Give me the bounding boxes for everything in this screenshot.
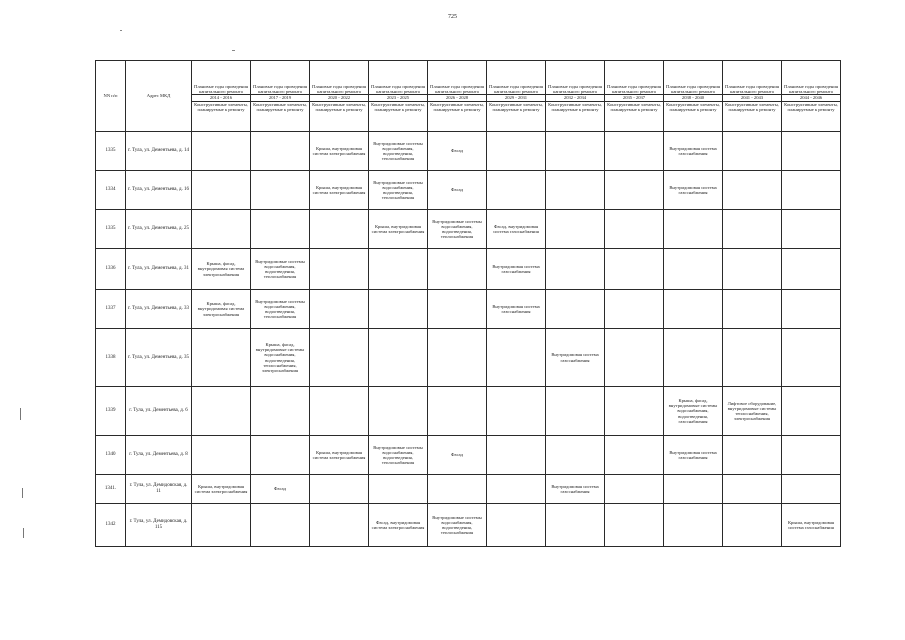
address-cell: г. Тула, ул. Дементьева, д. 6 xyxy=(126,387,192,436)
repair-elements-cell xyxy=(369,475,428,504)
repair-elements-cell: Внутридомовая система газоснабжения xyxy=(487,249,546,290)
row-number: 1339 xyxy=(96,387,126,436)
address-cell: г. Тула, ул. Демидовская, д. 115 xyxy=(126,504,192,547)
repair-elements-cell xyxy=(723,290,782,329)
row-number: 1336 xyxy=(96,249,126,290)
repair-elements-cell: Внутридомовые системы водоснабжения, водоотведения, теплоснабжения xyxy=(369,132,428,171)
repair-elements-cell xyxy=(605,290,664,329)
repair-elements-cell xyxy=(546,290,605,329)
elements-header: Конструктивные элементы, планируемые к ремонту xyxy=(605,102,664,132)
repair-elements-cell: Внутридомовая система газоснабжения xyxy=(664,171,723,210)
repair-elements-cell: Внутридомовые системы водоснабжения, водоотведения, теплоснабжения xyxy=(251,249,310,290)
repair-elements-cell xyxy=(487,329,546,387)
repair-elements-cell xyxy=(546,387,605,436)
period-header: Плановые годы проведения капитального ремонта xyxy=(369,61,428,95)
period-header: Плановые годы проведения капитального ремонта xyxy=(605,61,664,95)
years-range: 2014 - 2016 xyxy=(192,95,251,102)
table-body xyxy=(96,132,841,547)
years-range: 2038 - 2040 xyxy=(664,95,723,102)
repair-elements-cell xyxy=(782,171,841,210)
repair-elements-cell xyxy=(369,249,428,290)
repair-elements-cell: Внутридомовые системы водоснабжения, водоотведения, теплоснабжения xyxy=(428,210,487,249)
repair-elements-cell xyxy=(310,475,369,504)
repair-elements-cell xyxy=(605,132,664,171)
row-number: 1337 xyxy=(96,290,126,329)
address-cell: г. Тула, ул. Дементьева, д. 33 xyxy=(126,290,192,329)
address-cell: г. Тула, ул. Дементьева, д. 25 xyxy=(126,210,192,249)
repair-elements-cell xyxy=(428,387,487,436)
elements-header: Конструктивные элементы, планируемые к ремонту xyxy=(664,102,723,132)
repair-elements-cell xyxy=(192,387,251,436)
repair-elements-cell: Крыша, внутридомовая система электроснабжения xyxy=(310,436,369,475)
scan-mark xyxy=(23,528,24,538)
repair-elements-cell xyxy=(192,504,251,547)
period-header: Плановые годы проведения капитального ремонта xyxy=(664,61,723,95)
table-row xyxy=(96,387,841,436)
elements-header: Конструктивные элементы, планируемые к ремонту xyxy=(428,102,487,132)
repair-elements-cell: Внутридомовая система газоснабжения xyxy=(664,436,723,475)
repair-elements-cell xyxy=(310,329,369,387)
years-range: 2044 - 2046 xyxy=(782,95,841,102)
elements-header: Конструктивные элементы, планируемые к ремонту xyxy=(546,102,605,132)
address-cell: г. Тула, ул. Демидовская, д. 11 xyxy=(126,475,192,504)
repair-elements-cell xyxy=(605,329,664,387)
repair-elements-cell xyxy=(369,290,428,329)
repair-elements-cell: Крыша, фасад, внутридомовые системы водоснабжения, водоотведения, теплоснабжения, электроснабжения xyxy=(251,329,310,387)
repair-elements-cell xyxy=(487,475,546,504)
address-cell: г. Тула, ул. Дементьева, д. 8 xyxy=(126,436,192,475)
period-header: Плановые годы проведения капитального ремонта xyxy=(310,61,369,95)
table-row xyxy=(96,290,841,329)
table-row xyxy=(96,504,841,547)
elements-header: Конструктивные элементы, планируемые к ремонту xyxy=(782,102,841,132)
repair-elements-cell xyxy=(487,387,546,436)
repair-elements-cell: Внутридомовая система газоснабжения xyxy=(664,132,723,171)
repair-elements-cell xyxy=(251,132,310,171)
repair-elements-cell xyxy=(664,504,723,547)
row-number: 1335 xyxy=(96,132,126,171)
repair-elements-cell xyxy=(487,132,546,171)
page-number: 725 xyxy=(448,14,457,20)
repair-elements-cell xyxy=(605,475,664,504)
repair-elements-cell xyxy=(546,504,605,547)
repair-elements-cell xyxy=(251,171,310,210)
repair-elements-cell xyxy=(605,504,664,547)
repair-elements-cell: Фасад xyxy=(428,171,487,210)
repair-elements-cell xyxy=(664,210,723,249)
repair-elements-cell xyxy=(605,249,664,290)
repair-elements-cell: Фасад, внутридомовая система газоснабжения xyxy=(487,210,546,249)
elements-header: Конструктивные элементы, планируемые к ремонту xyxy=(310,102,369,132)
repair-elements-cell: Внутридомовые системы водоснабжения, водоотведения, теплоснабжения xyxy=(428,504,487,547)
repair-elements-cell: Внутридомовые системы водоснабжения, водоотведения, теплоснабжения xyxy=(369,171,428,210)
nn-header: NN п/п xyxy=(96,61,126,132)
repair-elements-cell xyxy=(782,387,841,436)
table-row xyxy=(96,249,841,290)
repair-elements-cell: Фасад xyxy=(428,132,487,171)
period-header-row xyxy=(96,61,841,95)
elements-header: Конструктивные элементы, планируемые к ремонту xyxy=(487,102,546,132)
repair-elements-cell xyxy=(192,329,251,387)
repair-elements-cell: Внутридомовые системы водоснабжения, водоотведения, теплоснабжения xyxy=(369,436,428,475)
period-header: Плановые годы проведения капитального ремонта xyxy=(192,61,251,95)
repair-elements-cell xyxy=(723,249,782,290)
repair-elements-cell xyxy=(310,504,369,547)
repair-elements-cell xyxy=(251,210,310,249)
repair-elements-cell xyxy=(369,387,428,436)
years-range: 2023 - 2025 xyxy=(369,95,428,102)
repair-elements-cell xyxy=(487,436,546,475)
address-cell: г. Тула, ул. Дементьева, д. 31 xyxy=(126,249,192,290)
elements-header: Конструктивные элементы, планируемые к ремонту xyxy=(251,102,310,132)
repair-elements-cell xyxy=(192,436,251,475)
repair-elements-cell xyxy=(782,329,841,387)
repair-elements-cell: Фасад xyxy=(251,475,310,504)
repair-elements-cell xyxy=(310,210,369,249)
years-range: 2017 - 2019 xyxy=(251,95,310,102)
elements-header: Конструктивные элементы, планируемые к ремонту xyxy=(192,102,251,132)
row-number: 1338 xyxy=(96,329,126,387)
row-number: 1341. xyxy=(96,475,126,504)
repair-elements-cell xyxy=(664,290,723,329)
scan-mark xyxy=(22,488,23,498)
repair-elements-cell xyxy=(428,249,487,290)
repair-elements-cell xyxy=(723,171,782,210)
repair-elements-cell: Крыша, внутридомовая система газоснабжения xyxy=(782,504,841,547)
repair-elements-cell xyxy=(546,132,605,171)
repair-elements-cell: Крыша, внутридомовая система электроснабжения xyxy=(310,132,369,171)
address-cell: г. Тула, ул. Дементьева, д. 14 xyxy=(126,132,192,171)
table-row xyxy=(96,210,841,249)
repair-elements-cell xyxy=(605,210,664,249)
repair-elements-cell xyxy=(723,475,782,504)
repair-elements-cell xyxy=(546,210,605,249)
row-number: 1340 xyxy=(96,436,126,475)
years-range: 2026 - 2028 xyxy=(428,95,487,102)
repair-elements-cell xyxy=(664,329,723,387)
repair-elements-cell xyxy=(310,249,369,290)
table-row xyxy=(96,475,841,504)
repair-elements-cell xyxy=(782,290,841,329)
scan-mark xyxy=(232,50,235,51)
elements-header: Конструктивные элементы, планируемые к ремонту xyxy=(369,102,428,132)
repair-elements-cell xyxy=(782,132,841,171)
repair-elements-cell xyxy=(664,249,723,290)
repair-elements-cell xyxy=(428,329,487,387)
capital-repair-plan-table xyxy=(95,60,841,547)
repair-elements-cell xyxy=(723,132,782,171)
repair-elements-cell: Крыша, фасад, внутридомовые системы водоснабжения, водоотведения, газоснабжения xyxy=(664,387,723,436)
years-range: 2032 - 2034 xyxy=(546,95,605,102)
row-number: 1334 xyxy=(96,171,126,210)
address-header: Адрес МКД xyxy=(126,61,192,132)
repair-elements-cell xyxy=(251,387,310,436)
repair-elements-cell xyxy=(605,171,664,210)
period-header: Плановые годы проведения капитального ремонта xyxy=(546,61,605,95)
years-range: 2029 - 2031 xyxy=(487,95,546,102)
repair-elements-cell xyxy=(664,475,723,504)
repair-elements-cell xyxy=(192,210,251,249)
period-header: Плановые годы проведения капитального ремонта xyxy=(487,61,546,95)
repair-elements-cell xyxy=(546,171,605,210)
repair-elements-cell xyxy=(428,475,487,504)
address-cell: г. Тула, ул. Дементьева, д. 16 xyxy=(126,171,192,210)
repair-elements-cell xyxy=(192,132,251,171)
years-range: 2020 - 2022 xyxy=(310,95,369,102)
repair-elements-cell: Фасад, внутридомовая система электроснабжения xyxy=(369,504,428,547)
period-header: Плановые годы проведения капитального ремонта xyxy=(782,61,841,95)
repair-elements-cell: Крыша, внутридомовая система электроснабжения xyxy=(369,210,428,249)
repair-elements-cell xyxy=(723,436,782,475)
repair-elements-cell xyxy=(251,504,310,547)
table-row xyxy=(96,171,841,210)
scan-mark xyxy=(20,408,21,420)
repair-elements-cell xyxy=(782,436,841,475)
repair-elements-cell xyxy=(369,329,428,387)
period-header: Плановые годы проведения капитального ремонта xyxy=(251,61,310,95)
repair-elements-cell: Крыша, внутридомовая система электроснабжения xyxy=(310,171,369,210)
repair-elements-cell: Внутридомовая система газоснабжения xyxy=(487,290,546,329)
table-row xyxy=(96,329,841,387)
repair-elements-cell xyxy=(310,290,369,329)
repair-elements-cell xyxy=(192,171,251,210)
row-number: 1335 xyxy=(96,210,126,249)
period-header: Плановые годы проведения капитального ремонта xyxy=(723,61,782,95)
years-range: 2041 - 2043 xyxy=(723,95,782,102)
repair-elements-cell xyxy=(782,249,841,290)
repair-elements-cell: Внутридомовая система газоснабжения xyxy=(546,329,605,387)
repair-elements-cell xyxy=(782,475,841,504)
repair-elements-cell: Внутридомовые системы водоснабжения, водоотведения, теплоснабжения xyxy=(251,290,310,329)
repair-elements-cell xyxy=(487,171,546,210)
repair-elements-cell xyxy=(546,249,605,290)
row-number: 1342 xyxy=(96,504,126,547)
elements-header-row xyxy=(96,102,841,132)
table-row xyxy=(96,132,841,171)
repair-elements-cell xyxy=(723,210,782,249)
table-row xyxy=(96,436,841,475)
period-header: Плановые годы проведения капитального ремонта xyxy=(428,61,487,95)
address-cell: г. Тула, ул. Дементьева, д. 35 xyxy=(126,329,192,387)
years-range: 2035 - 2037 xyxy=(605,95,664,102)
repair-elements-cell: Крыша, фасад, внутридомовая система электроснабжения xyxy=(192,290,251,329)
repair-elements-cell: Фасад xyxy=(428,436,487,475)
repair-elements-cell xyxy=(546,436,605,475)
repair-elements-cell xyxy=(605,387,664,436)
years-header-row xyxy=(96,95,841,102)
elements-header: Конструктивные элементы, планируемые к ремонту xyxy=(723,102,782,132)
repair-elements-cell: Лифтовое оборудование, внутридомовые системы теплоснабжения, электроснабжения xyxy=(723,387,782,436)
repair-elements-cell xyxy=(487,504,546,547)
repair-elements-cell xyxy=(310,387,369,436)
repair-elements-cell: Крыша, фасад, внутридомовая система электроснабжения xyxy=(192,249,251,290)
repair-elements-cell: Внутридомовая система газоснабжения xyxy=(546,475,605,504)
repair-elements-cell: Крыша, внутридомовая система электроснабжения xyxy=(192,475,251,504)
repair-elements-cell xyxy=(428,290,487,329)
repair-elements-cell xyxy=(723,504,782,547)
repair-elements-cell xyxy=(723,329,782,387)
repair-elements-cell xyxy=(782,210,841,249)
repair-elements-cell xyxy=(251,436,310,475)
repair-elements-cell xyxy=(605,436,664,475)
scan-mark xyxy=(120,30,122,31)
